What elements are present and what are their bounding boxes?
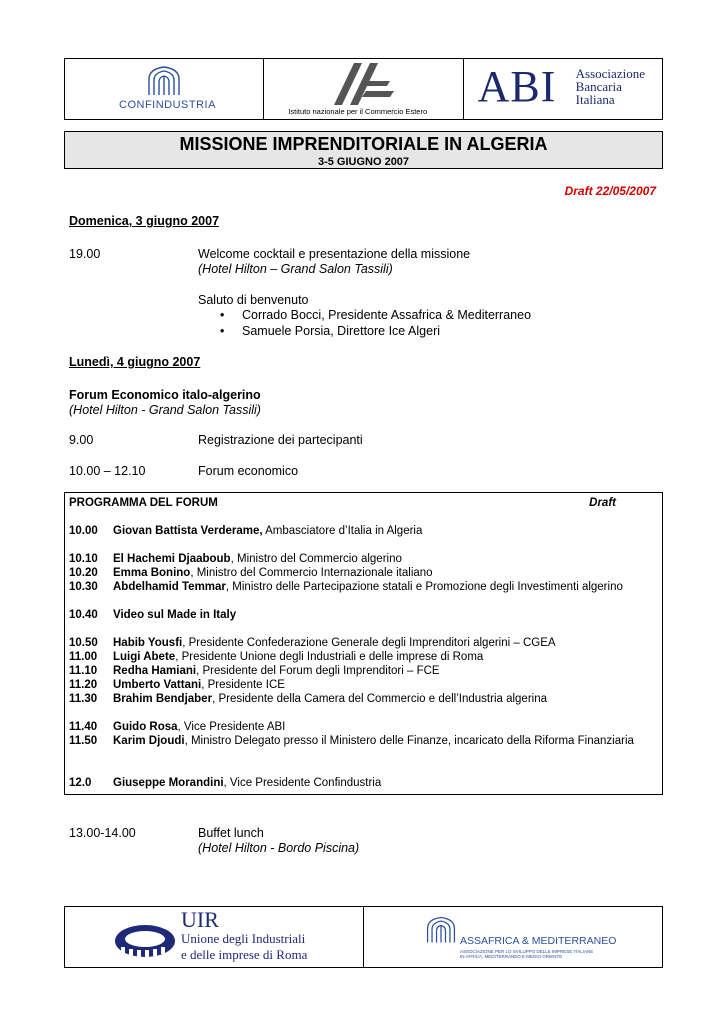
programme-time: 10.10	[69, 553, 98, 565]
programme-time: 10.30	[69, 581, 98, 593]
document-title-box	[64, 131, 663, 169]
speaker-role: , Presidente Confederazione Generale degli Imprenditori algerini – CGEA	[182, 637, 556, 649]
day1-event: Welcome cocktail e presentazione della missione	[198, 247, 471, 261]
speaker-name: Video sul Made in Italy	[113, 609, 237, 621]
abi-logo	[464, 59, 662, 119]
header-logo-strip	[64, 58, 663, 120]
programme-header: PROGRAMMA DEL FORUM	[69, 497, 218, 509]
lunch-place: (Hotel Hilton - Bordo Piscina)	[198, 841, 360, 855]
uir-line-1: Unione degli Industriali	[181, 931, 306, 946]
document-title: MISSIONE IMPRENDITORIALE IN ALGERIA	[179, 134, 548, 154]
abi-letters: ABI	[477, 62, 557, 111]
assafrica-emblem-icon	[424, 915, 458, 945]
day1-heading: Domenica, 3 giugno 2007	[69, 214, 220, 228]
programme-header-row	[69, 496, 658, 510]
document-dates: 3-5 GIUGNO 2007	[317, 156, 410, 168]
speaker-role: , Ministro delle Partecipazione statali e Promozione degli Investimenti algerino	[225, 581, 623, 593]
speaker-name: Abdelhamid Temmar	[113, 581, 226, 593]
speaker-role: , Presidente del Forum degli Imprenditori – FCE	[196, 665, 440, 677]
day1-bullet-1: Corrado Bocci, Presidente Assafrica & Mediterraneo	[242, 308, 532, 322]
programme-time: 10.00	[69, 525, 98, 537]
day1-event-place: (Hotel Hilton – Grand Salon Tassili)	[198, 262, 393, 276]
speaker-name: Giuseppe Morandini	[113, 777, 224, 789]
abi-name	[576, 67, 645, 106]
confindustria-emblem-icon	[145, 65, 183, 97]
programme-time: 11.20	[69, 679, 98, 691]
speaker-name: Emma Bonino	[113, 567, 191, 579]
speaker-name: Brahim Bendjaber	[113, 693, 213, 705]
speaker-name: Guido Rosa	[113, 721, 178, 733]
speaker-name: Habib Yousfi	[113, 637, 183, 649]
speaker-role: , Ministro del Commercio algerino	[230, 553, 402, 565]
draft-label: Draft 22/05/2007	[564, 184, 656, 198]
bullet-icon: •	[220, 308, 225, 322]
programme-time: 11.10	[69, 665, 98, 677]
programme-time: 11.30	[69, 693, 98, 705]
uir-colosseum-icon	[113, 915, 177, 959]
day1-time: 19.00	[69, 247, 101, 261]
assafrica-sub-2: IN AFRICA, MEDITERRANEO E MEDIO ORIENTE	[460, 954, 563, 959]
lunch-event: Buffet lunch	[198, 826, 264, 840]
speaker-name: Umberto Vattani	[113, 679, 202, 691]
day2-event-2: Forum economico	[198, 464, 299, 478]
assafrica-wordmark: ASSAFRICA & MEDITERRANEO	[460, 935, 617, 947]
programme-time: 11.50	[69, 735, 98, 747]
ice-emblem-icon	[332, 61, 398, 105]
speaker-role: , Presidente ICE	[201, 679, 285, 691]
uir-line-2: e delle imprese di Roma	[181, 947, 308, 962]
speaker-name: Luigi Abete	[113, 651, 176, 663]
uir-name	[181, 931, 307, 963]
speaker-role: Ambasciatore d’Italia in Algeria	[262, 525, 423, 537]
forum-programme-box	[64, 492, 663, 795]
speaker-name: El Hachemi Djaaboub	[113, 553, 231, 565]
day2-event-1: Registrazione dei partecipanti	[198, 433, 363, 447]
ice-logo	[264, 59, 463, 119]
assafrica-logo	[364, 907, 662, 967]
day1-bullet-2: Samuele Porsia, Direttore Ice Algeri	[242, 324, 441, 338]
programme-draft: Draft	[589, 497, 616, 509]
programme-time: 10.40	[69, 609, 98, 621]
day2-time-1: 9.00	[69, 433, 94, 447]
abi-line-1: Associazione	[575, 66, 645, 81]
assafrica-sub-1: ASSOCIAZIONE PER LO SVILUPPO DELLE IMPRESE ITALIANE	[460, 949, 594, 954]
forum-place: (Hotel Hilton - Grand Salon Tassili)	[69, 403, 261, 417]
day2-time-2: 10.00 – 12.10	[69, 464, 146, 478]
speaker-role: , Presidente Unione degli Industriali e delle imprese di Roma	[175, 651, 484, 663]
speaker-role: , Vice Presidente ABI	[177, 721, 286, 733]
abi-line-3: Italiana	[575, 92, 615, 107]
speaker-role: , Ministro del Commercio Internazionale italiano	[190, 567, 433, 579]
speaker-name: Redha Hamiani	[113, 665, 197, 677]
programme-time: 11.40	[69, 721, 98, 733]
programme-time: 10.20	[69, 567, 98, 579]
speaker-role: , Vice Presidente Confindustria	[223, 777, 382, 789]
speaker-name: Giovan Battista Verderame,	[113, 525, 263, 537]
confindustria-logo	[65, 59, 264, 119]
programme-time: 11.00	[69, 651, 98, 663]
ice-caption: Istituto nazionale per il Commercio Estero	[288, 107, 428, 116]
forum-title: Forum Economico italo-algerino	[69, 388, 261, 402]
uir-acronym: UIR	[181, 907, 219, 932]
speaker-role: , Presidente della Camera del Commercio e dell’Industria algerina	[212, 693, 548, 705]
uir-logo	[65, 907, 364, 967]
abi-line-2: Bancaria	[575, 79, 622, 94]
programme-time: 12.0	[69, 777, 92, 789]
bullet-icon: •	[220, 324, 225, 338]
programme-time: 10.50	[69, 637, 98, 649]
day2-heading: Lunedì, 4 giugno 2007	[69, 355, 201, 369]
day1-welcome: Saluto di benvenuto	[198, 293, 309, 307]
confindustria-wordmark: CONFINDUSTRIA	[119, 99, 216, 111]
lunch-time: 13.00-14.00	[69, 826, 136, 840]
footer-logo-strip	[64, 906, 663, 968]
assafrica-subtitle	[460, 949, 593, 959]
speaker-name: Karim Djoudi	[113, 735, 185, 747]
speaker-role: , Ministro Delegato presso il Ministero delle Finanze, incaricato della Riforma Finanziaria	[184, 735, 634, 747]
